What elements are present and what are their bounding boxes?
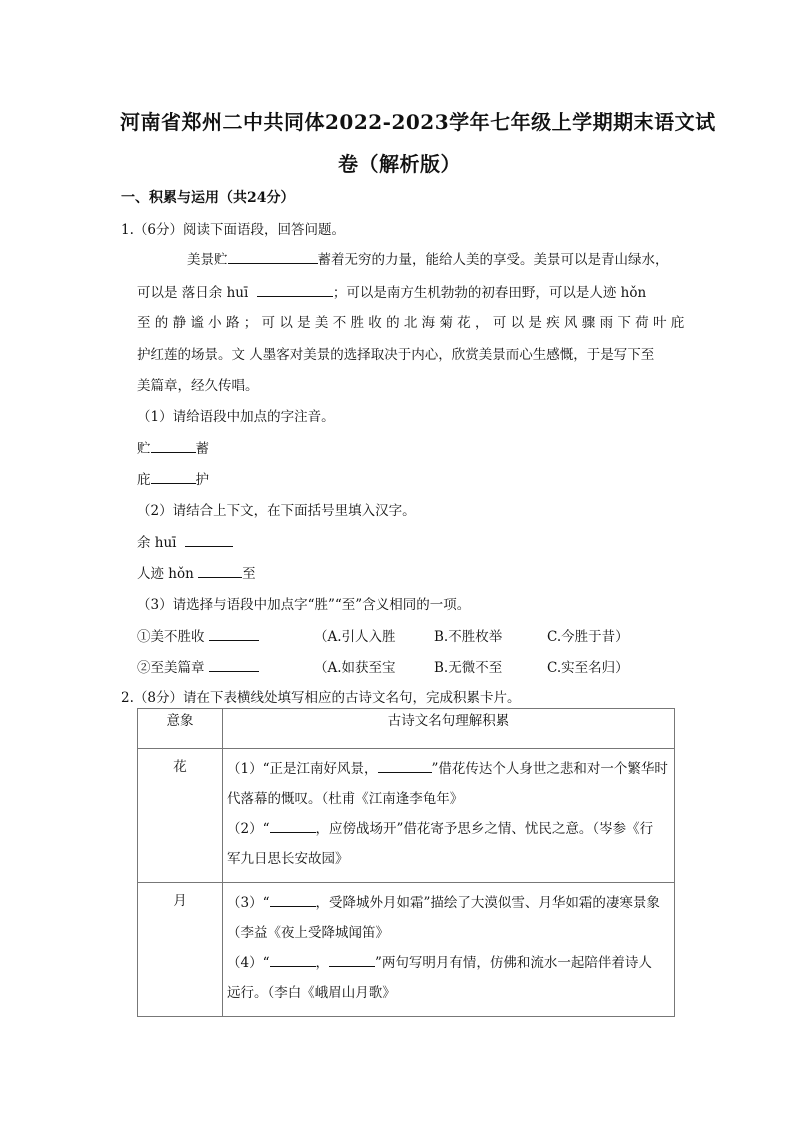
image-cell: 月	[138, 883, 223, 1017]
option-1-c: C.今胜于昔）	[547, 629, 629, 645]
subquestion-3: （3）请选择与语段中加点字“胜”“至”含义相同的一项。	[137, 597, 471, 613]
content-line: （2）“ ，应傍战场开”借花寄予思乡之情、忧民之意。（岑参《行	[223, 814, 674, 844]
blank-line	[270, 892, 316, 907]
section-heading: 一、积累与运用（共24分）	[121, 190, 295, 206]
content-line: 远行。（李白《峨眉山月歌》	[227, 985, 396, 1001]
content-line: （3）“ ，受降城外月如霜”描绘了大漠似雪、月华如霜的凄寒景象	[223, 888, 674, 918]
header-image-cell: 意象	[138, 709, 223, 749]
blank-line	[257, 282, 333, 297]
content-line: （1）“正是江南好风景， ”借花传达个人身世之悲和对一个繁华时	[223, 754, 674, 784]
header-content-cell: 古诗文名句理解积累	[223, 709, 675, 749]
answer-line-1b: 庇 护	[137, 468, 209, 488]
table-row	[138, 883, 675, 1017]
option-2-c: C.实至名归）	[547, 660, 629, 676]
blank-line	[209, 626, 259, 641]
blank-line	[228, 249, 318, 264]
content-cell	[223, 883, 675, 1017]
title-line-1: 河南省郑州二中共同体2022-2023学年七年级上学期期末语文试	[120, 110, 716, 134]
blank-line	[198, 563, 242, 578]
paragraph-line-4: 护红莲的场景。文 人墨客对美景的选择取决于内心，欣赏美景而心生感慨，于是写下至	[137, 347, 655, 363]
paragraph-line-1: 美景贮 蓄着无穷的力量，能给人美的享受。美景可以是青山绿水，	[187, 248, 669, 268]
blank-line	[270, 952, 316, 967]
image-cell: 花	[138, 749, 223, 883]
title-line-2: 卷（解析版）	[338, 152, 461, 176]
content-line: 军九日思长安故园》	[227, 851, 349, 867]
paragraph-line-3: 至 的 静 谧 小 路 ； 可 以 是 美 不 胜 收 的 北 海 菊 花 ， 可 以 是 疾 风 骤 雨 下 荷 叶 庇	[137, 315, 685, 331]
blank-line	[329, 952, 375, 967]
option-2-b: B.无微不至	[434, 660, 503, 676]
answer-line-2b: 人迹 hǒn 至	[137, 562, 256, 582]
option-row-2: ②至美篇章	[137, 656, 259, 676]
table-row	[138, 749, 675, 883]
content-line: （李益《夜上受降城闻笛》	[227, 925, 389, 941]
subquestion-2: （2）请结合上下文，在下面括号里填入汉字。	[137, 503, 416, 519]
blank-line	[378, 758, 432, 773]
option-1-b: B.不胜枚举	[434, 629, 503, 645]
blank-line	[270, 818, 316, 833]
question-2-header: 2.（8分）请在下表横线处填写相应的古诗文名句，完成积累卡片。	[121, 690, 521, 706]
blank-line	[209, 657, 259, 672]
content-cell	[223, 749, 675, 883]
paragraph-line-2: 可以是 落日余 huī ；可以是南方生机勃勃的初春田野，可以是人迹 hǒn	[137, 281, 646, 301]
paragraph-line-5: 美篇章，经久传唱。	[137, 378, 259, 394]
accumulation-card-table	[137, 708, 675, 1017]
answer-line-1a: 贮 蓄	[137, 437, 209, 457]
answer-line-2a: 余 huī	[137, 531, 233, 551]
blank-line	[185, 532, 233, 547]
option-2-a: （A.如获至宝	[314, 660, 396, 676]
blank-line	[151, 438, 196, 453]
option-1-a: （A.引人入胜	[314, 629, 396, 645]
content-line: （4）“ ， ”两句写明月有情，仿佛和流水一起陪伴着诗人	[223, 948, 674, 978]
option-row-1: ①美不胜收	[137, 625, 259, 645]
subquestion-1: （1）请给语段中加点的字注音。	[137, 409, 335, 425]
question-1-header: 1.（6分）阅读下面语段，回答问题。	[121, 222, 345, 238]
content-line: 代落幕的慨叹。（杜甫《江南逢李龟年》	[227, 791, 464, 807]
blank-line	[151, 469, 196, 484]
table-header-row	[138, 709, 675, 749]
